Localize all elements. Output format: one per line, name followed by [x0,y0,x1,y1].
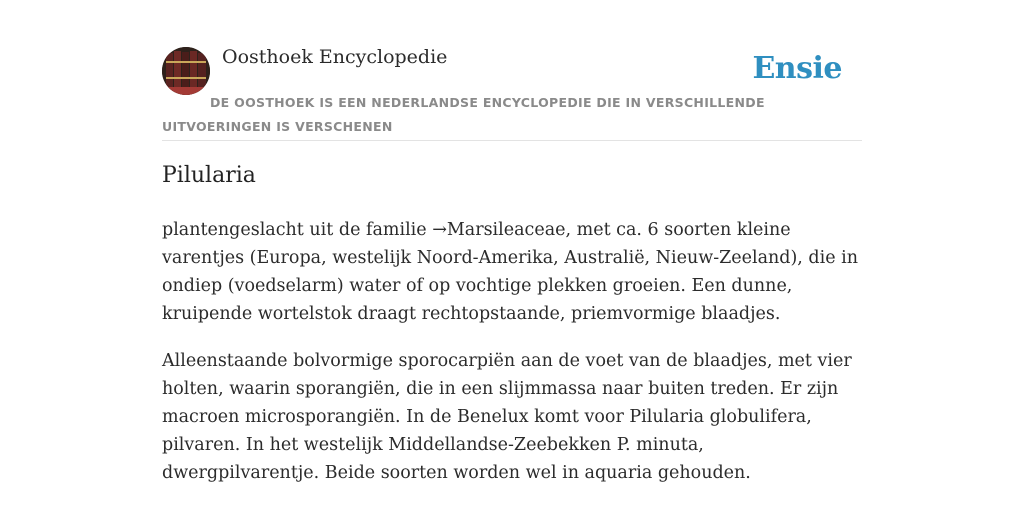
article-body [162,216,862,506]
brand-logo[interactable]: Ensie [752,51,842,86]
article-paragraph: Alleenstaande bolvormige sporocarpiën aan de voet van de blaadjes, met vier holten, waarin sporangiën, die in een slijmmassa naar buiten treden. Er zijn macroen microsporangiën. In de Benelux komt voor Pilularia globulifera, pilvaren. In het westelijk Middellandse-Zeebekken P. minuta, dwergpilvarentje. Beide soorten worden wel in aquaria gehouden. [162,351,852,483]
source-header [162,46,862,141]
encyclopedia-books-icon[interactable] [162,47,210,95]
site-name[interactable]: Oosthoek Encyclopedie [222,46,448,68]
article-title: Pilularia [162,163,256,188]
article-paragraph: plantengeslacht uit de familie →Marsileaceae, met ca. 6 soorten kleine varentjes (Europa, westelijk Noord-Amerika, Australië, Nieuw-Zeeland), die in ondiep (voedselarm) water of op vochtige plekken groeien. Een dunne, kruipende wortelstok draagt rechtopstaande, priemvormige blaadjes. [162,220,859,324]
site-tagline: DE OOSTHOEK IS EEN NEDERLANDSE ENCYCLOPEDIE DIE IN VERSCHILLENDE UITVOERINGEN IS VERSCHENEN [162,95,765,134]
